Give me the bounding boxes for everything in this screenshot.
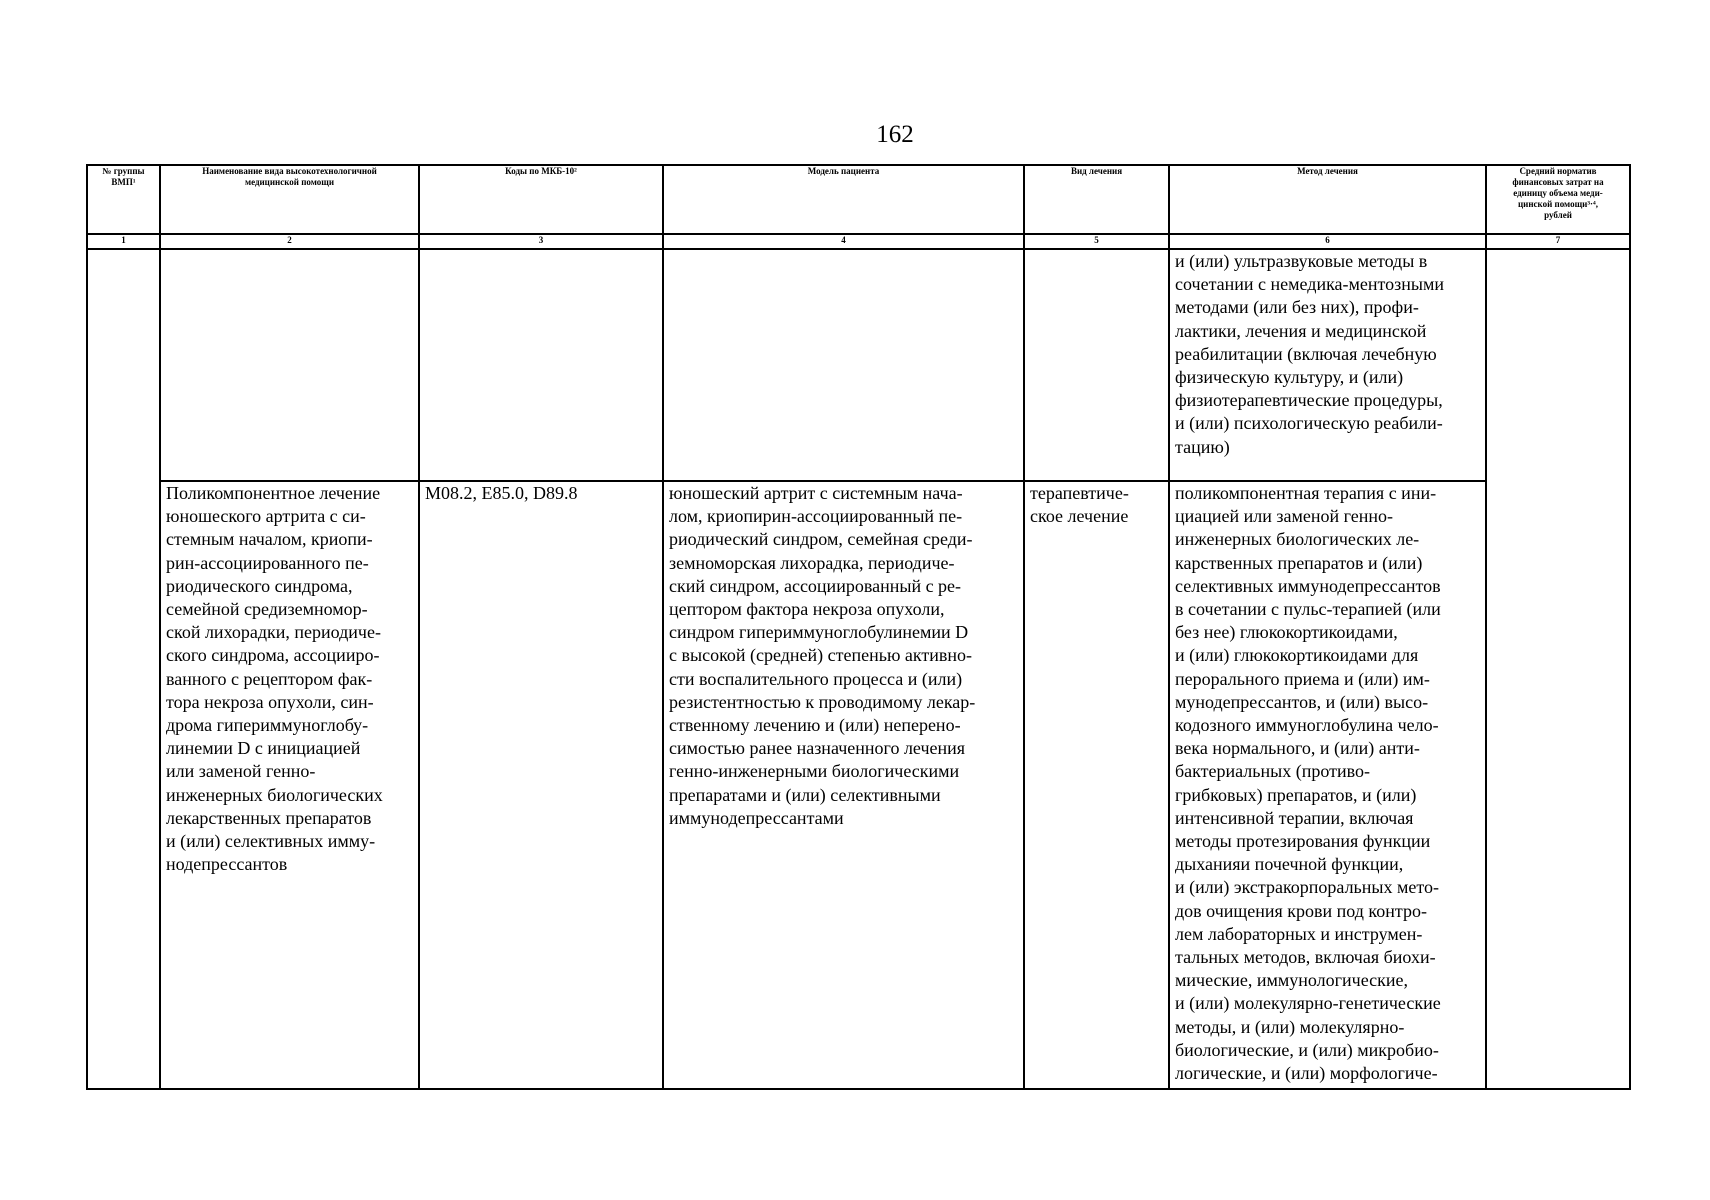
header-line: Коды по МКБ-10² — [505, 166, 577, 176]
text-line: и (или) молекулярно-генетические — [1175, 993, 1441, 1014]
table-row — [87, 481, 1630, 1089]
care-type-name-text — [161, 482, 418, 876]
page-number: 162 — [876, 121, 914, 148]
header-line: медицинской помощи — [244, 177, 335, 187]
text-line: перорального приема и (или) им- — [1175, 668, 1430, 689]
patient-model-text — [664, 482, 1023, 830]
text-line: нодепрессантов — [166, 854, 288, 875]
text-line: терапевтиче- — [1030, 483, 1129, 503]
text-line: дов очищения крови под контро- — [1175, 900, 1427, 921]
text-line: юношеский артрит с системным нача- — [669, 483, 963, 503]
text-line: ской лихорадки, периодиче- — [166, 622, 381, 643]
text-line: без нее) глюкокортикоидами, — [1175, 622, 1398, 643]
text-line: инженерных биологических — [166, 784, 383, 805]
text-line: мические, иммунологические, — [1175, 970, 1409, 991]
header-line: ВМП¹ — [111, 177, 136, 187]
text-line: века нормального, и (или) анти- — [1175, 738, 1420, 759]
text-line: карственных препаратов и (или) — [1175, 552, 1423, 573]
header-line: Наименование вида высокотехнологичной — [202, 166, 377, 176]
column-number: 2 — [160, 234, 419, 249]
column-number-row — [87, 234, 1630, 249]
care-type-name-cell — [160, 249, 419, 481]
header-line: цинской помощи³·⁴, — [1517, 199, 1598, 209]
header-line: Средний норматив — [1519, 166, 1597, 176]
text-line: тора некроза опухоли, син- — [166, 691, 374, 712]
treatment-method-text — [1170, 250, 1485, 459]
text-line: или заменой генно- — [166, 761, 316, 782]
text-line: линемии D с инициацией — [166, 738, 361, 759]
text-line: резистентностью к проводимому лекар- — [669, 691, 976, 712]
text-line: ского синдрома, ассоцииро- — [166, 645, 380, 666]
header-line: Вид лечения — [1070, 166, 1123, 176]
text-line: и (или) психологическую реабили- — [1175, 413, 1443, 434]
text-line: ский синдром, ассоциированный с ре- — [669, 575, 962, 596]
text-line: земноморская лихорадка, периодиче- — [669, 552, 955, 573]
column-number: 7 — [1486, 234, 1630, 249]
text-line: лем лабораторных и инструмен- — [1175, 923, 1423, 944]
text-line: сти воспалительного процесса и (или) — [669, 668, 963, 689]
header-group-number — [87, 165, 160, 234]
header-treatment-type — [1024, 165, 1169, 234]
text-line: ственному лечению и (или) неперено- — [669, 715, 961, 736]
text-line: методы, и (или) молекулярно- — [1175, 1016, 1405, 1037]
text-line: M08.2, E85.0, D89.8 — [425, 483, 578, 503]
group-number-cell — [87, 249, 160, 1089]
text-line: лом, криопирин-ассоциированный пе- — [669, 506, 963, 527]
header-line: единицу объема меди- — [1513, 188, 1603, 198]
text-line: сочетании с немедика-ментозными — [1175, 274, 1445, 295]
cost-norm-cell — [1486, 249, 1630, 1089]
vmp-table — [86, 164, 1631, 1090]
text-line: ское лечение — [1030, 506, 1129, 527]
column-number: 1 — [87, 234, 160, 249]
header-line: Метод лечения — [1297, 166, 1358, 176]
text-line: дыханияи почечной функции, — [1175, 854, 1404, 875]
column-number: 3 — [419, 234, 663, 249]
text-line: с высокой (средней) степенью активно- — [669, 645, 973, 666]
treatment-method-text — [1170, 482, 1485, 1085]
text-line: методами (или без них), профи- — [1175, 297, 1419, 318]
text-line: биологические, и (или) микробио- — [1175, 1039, 1439, 1060]
text-line: риодического синдрома, — [166, 575, 353, 596]
text-line: инженерных биологических ле- — [1175, 529, 1420, 550]
text-line: методы протезирования функции — [1175, 831, 1431, 852]
header-line: рублей — [1544, 210, 1572, 220]
column-number: 6 — [1169, 234, 1486, 249]
text-line: лекарственных препаратов — [166, 807, 372, 828]
text-line: и (или) ультразвуковые методы в — [1175, 251, 1428, 271]
text-line: дрома гипериммуноглобу- — [166, 715, 369, 736]
text-line: препаратами и (или) селективными — [669, 784, 941, 805]
header-line: Модель пациента — [807, 166, 880, 176]
text-line: грибковых) препаратов, и (или) — [1175, 784, 1417, 805]
icd-codes-cell — [419, 481, 663, 1089]
text-line: интенсивной терапии, включая — [1175, 807, 1414, 828]
text-line: и (или) селективных имму- — [166, 831, 376, 852]
text-line: рин-ассоциированного пе- — [166, 552, 369, 573]
treatment-type-cell — [1024, 481, 1169, 1089]
header-line: финансовых затрат на — [1512, 177, 1604, 187]
text-line: семейной средиземномор- — [166, 599, 368, 620]
header-care-type-name — [160, 165, 419, 234]
treatment-method-cell — [1169, 481, 1486, 1089]
text-line: в сочетании с пульс-терапией (или — [1175, 599, 1441, 620]
treatment-type-cell — [1024, 249, 1169, 481]
header-icd-codes — [419, 165, 663, 234]
column-number: 5 — [1024, 234, 1169, 249]
text-line: генно-инженерными биологическими — [669, 761, 960, 782]
text-line: тальных методов, включая биохи- — [1175, 947, 1436, 968]
text-line: и (или) глюкокортикоидами для — [1175, 645, 1419, 666]
header-line: № группы — [102, 166, 145, 176]
text-line: риодический синдром, семейная среди- — [669, 529, 973, 550]
header-cost-norm — [1486, 165, 1630, 234]
text-line: лактики, лечения и медицинской — [1175, 320, 1427, 341]
treatment-type-text — [1025, 482, 1168, 528]
text-line: стемным началом, криопи- — [166, 529, 373, 550]
text-line: физическую культуру, и (или) — [1175, 367, 1404, 388]
text-line: и (или) экстракорпоральных мето- — [1175, 877, 1439, 898]
text-line: мунодепрессантов, и (или) высо- — [1175, 691, 1429, 712]
care-type-name-cell — [160, 481, 419, 1089]
text-line: циацией или заменой генно- — [1175, 506, 1394, 527]
text-line: физиотерапевтические процедуры, — [1175, 390, 1443, 411]
text-line: юношеского артрита с си- — [166, 506, 366, 527]
table-row — [87, 249, 1630, 481]
text-line: бактериальных (противо- — [1175, 761, 1370, 782]
icd-codes-cell — [419, 249, 663, 481]
text-line: ванного с рецептором фак- — [166, 668, 373, 689]
text-line: логические, и (или) морфологиче- — [1175, 1063, 1438, 1084]
text-line: цептором фактора некроза опухоли, — [669, 599, 945, 620]
text-line: синдром гипериммуноглобулинемии D — [669, 622, 969, 643]
text-line: реабилитации (включая лечебную — [1175, 343, 1437, 364]
text-line: иммунодепрессантами — [669, 807, 844, 828]
patient-model-cell — [663, 481, 1024, 1089]
text-line: тацию) — [1175, 436, 1230, 457]
header-patient-model — [663, 165, 1024, 234]
text-line: симостью ранее назначенного лечения — [669, 738, 966, 759]
treatment-method-cell — [1169, 249, 1486, 481]
header-row — [87, 165, 1630, 234]
icd-codes-text — [420, 482, 662, 505]
text-line: поликомпонентная терапия с ини- — [1175, 483, 1437, 503]
text-line: кодозного иммуноглобулина чело- — [1175, 715, 1439, 736]
column-number: 4 — [663, 234, 1024, 249]
text-line: Поликомпонентное лечение — [166, 483, 381, 503]
header-treatment-method — [1169, 165, 1486, 234]
text-line: селективных иммунодепрессантов — [1175, 575, 1441, 596]
patient-model-cell — [663, 249, 1024, 481]
